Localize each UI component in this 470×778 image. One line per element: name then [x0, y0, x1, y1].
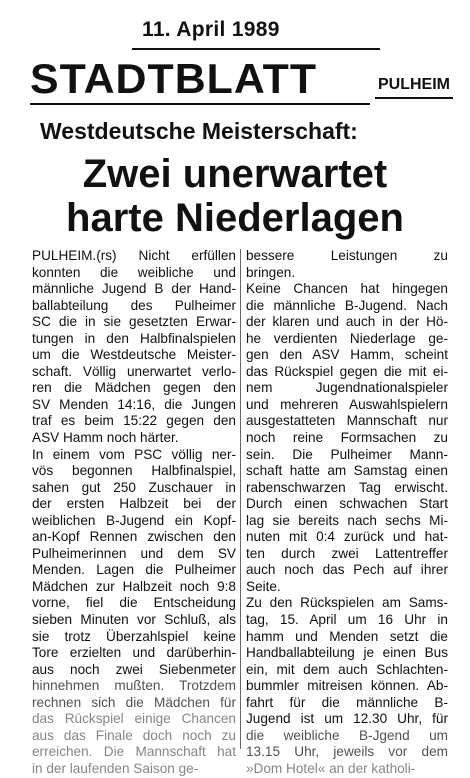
article-text-line: sieben Minuten vor Schluß, als [32, 612, 236, 628]
article-text-line: schaft. Völlig unerwartet verlo- [32, 363, 236, 379]
date-line: 11. April 1989 [142, 18, 280, 41]
article-text-line: Menden. Lagen die Pulheimer [32, 562, 236, 578]
article-text-line: nem Jugendnationalspieler [246, 380, 448, 396]
article-text-line: Zu den Rückspielen am Sams- [246, 595, 448, 611]
article-text-line: ren die Mädchen gegen den [32, 380, 236, 396]
column-right [246, 248, 448, 778]
article-text-line: und mehreren Auswahlspielern [246, 396, 448, 412]
masthead-rule [30, 103, 370, 105]
article-text-line: noch reine Formsachen zu [246, 430, 448, 446]
article-text-line: 13.15 Uhr, jeweils vor dem [246, 744, 448, 760]
article-text-line: bringen. [246, 264, 296, 280]
article-text-line: SC die in sie gesetzten Erwar- [32, 314, 236, 330]
article-text-line: an-Kopf Rennen zwischen den [32, 529, 236, 545]
article-text-line: »Dom Hotel« an der katholi- [246, 760, 416, 776]
article-text-line: schaft hatte am Samstag einen [246, 463, 448, 479]
headline-line-1: Zwei unerwartet [82, 152, 388, 196]
article-text-line: Tore erzielten und darüberhin- [32, 645, 236, 661]
article-text-line: ballabteilung des Pulheimer [32, 297, 236, 313]
column-left [32, 248, 236, 778]
article-text-line: Handballabteilung je einen Bus [246, 645, 448, 661]
article-text-line: Durch einen schwachen Start [246, 496, 448, 512]
article-text-line: das Rückspiel einige Chancen [32, 711, 236, 727]
article-text-line: sie trotz Überzahlspiel keine [32, 628, 236, 644]
article-text-line: rechnen sich die Mädchen für [32, 694, 236, 710]
article-text-line: nuten mit 0:4 zurück und hat- [246, 529, 448, 545]
article-text-line: he verdienten Niederlage ge- [246, 330, 448, 346]
article-text-line: vorne, fiel die Entscheidung [32, 595, 236, 611]
article-text-line: erreichen. Die Mannschaft hat [32, 744, 236, 760]
article-text-line: bummler mitreisen können. Ab- [246, 678, 448, 694]
article-text-line: konnten die weibliche und [32, 264, 236, 280]
article-text-line: vös begonnen Halbfinalspiel, [32, 463, 236, 479]
article-text-line: das Rückspiel gegen die mit ei- [246, 363, 448, 379]
column-divider [240, 249, 241, 749]
article-text-line: Keine Chancen hat hingegen [246, 281, 448, 297]
article-text-line: die männliche B-Jugend. Nach [246, 297, 448, 313]
article-text-line: Seite. [246, 578, 281, 594]
article-text-line: aus noch zwei Siebenmeter [32, 661, 236, 677]
article-text-line: der ersten Halbzeit bei der [32, 496, 236, 512]
article-text-line: die weibliche B-Jgend um [246, 727, 448, 743]
headline-line-2: harte Niederlagen [66, 196, 404, 240]
article-text-line: hamm und Menden setzt die [246, 628, 448, 644]
article-text-line: lag sie bereits nach sechs Mi- [246, 512, 448, 528]
article-text-line: um die Westdeutsche Meister- [32, 347, 236, 363]
article-text-line: ausgestatteten Mannschaft nur [246, 413, 448, 429]
article-text-line: SV Menden 14:16, die Jungen [32, 396, 236, 412]
article-text-line: rabenschwarzen Tag erwischt. [246, 479, 448, 495]
article-text-line: aus das Finale doch noch zu [32, 727, 236, 743]
article-text-line: weiblichen B-Jugend ein Kopf- [32, 512, 236, 528]
article-text-line: traf es beim 15:22 gegen den [32, 413, 236, 429]
article-text-line: In einem vom PSC völlig ner- [32, 446, 236, 462]
article-text-line: fahrt für die männliche B- [246, 694, 448, 710]
place-label: PULHEIM [378, 76, 450, 93]
article-text-line: sein. Die Pulheimer Mann- [246, 446, 448, 462]
masthead: STADTBLATT [30, 55, 318, 102]
article-text-line: PULHEIM.(rs) Nicht erfüllen [32, 248, 236, 263]
article-text-line: der klaren und auch in der Hö- [246, 314, 448, 330]
article-text-line: männliche Jugend B der Hand- [32, 281, 236, 297]
article-text-line: tungen in den Halbfinalspielen [32, 330, 236, 346]
article-text-line: tag, 15. April um 16 Uhr in [246, 612, 448, 628]
article-text-line: hinnehmen mußten. Trotzdem [32, 678, 236, 694]
place-rule [375, 97, 453, 99]
article-text-line: gen den ASV Hamm, scheint [246, 347, 448, 363]
article-text-line: sahen gut 250 Zuschauer in [32, 479, 236, 495]
article-text-line: in der laufenden Saison ge- [32, 760, 199, 776]
article-text-line: auch noch das Pech auf ihrer [246, 562, 448, 578]
article-kicker: Westdeutsche Meisterschaft: [40, 118, 358, 144]
article-text-line: bessere Leistungen zu [246, 248, 448, 263]
article-text-line: ein, mit dem auch Schlachten- [246, 661, 448, 677]
article-text-line: Mädchen zur Halbzeit noch 9:8 [32, 578, 236, 594]
article-text-line: Jugend ist um 12.30 Uhr, für [246, 711, 448, 727]
article-text-line: ASV Hamm noch härter. [32, 430, 179, 446]
article-text-line: ten durch zwei Lattentreffer [246, 545, 448, 561]
date-rule [132, 48, 380, 50]
article-text-line: Pulheimerinnen und dem SV [32, 545, 236, 561]
